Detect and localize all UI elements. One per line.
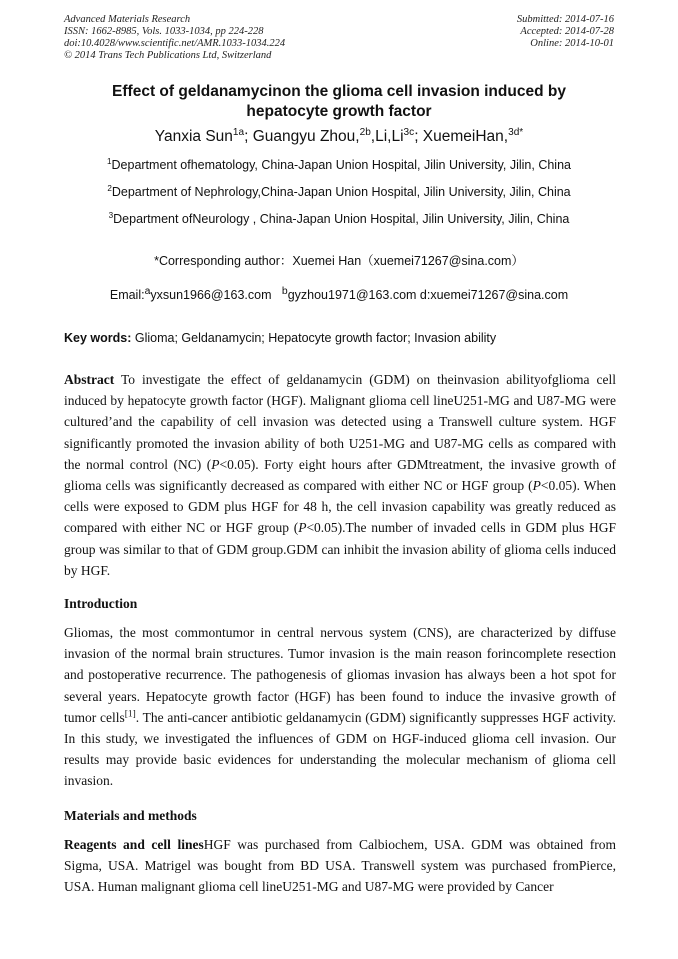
abstract: Abstract To investigate the effect of geldanamycin (GDM) on theinvasion abilityofglioma cell induced by hepatocyte growth factor (HGF). Malignant glioma cell lineU251-MG and U87-MG were cultured’and the capability of cell invasion was detected using a Transwell culture system. HGF significantly promoted the invasion ability of both U251-MG and U87-MG cells as compared with the normal control (NC) (P<0.05). Forty eight hours after GDMtreatment, the invasive growth of glioma cells was significantly decreased as compared with either NC or HGF group (P<0.05). When cells were exposed to GDM plus HGF for 48 h, the cell invasion capability was greatly reduced as compared with either NC or HGF group (P<0.05).The number of invaded cells in GDM plus HGF group was similar to that of GDM group.GDM can inhibit the invasion ability of glioma cells induced by HGF. — [64, 372, 616, 578]
submitted-date: Submitted: 2014-07-16 — [516, 14, 614, 25]
affiliation-2: $^2$Department of Nephrology,China-Japan Union Hospital, Jilin University, Jilin, China — [107, 183, 571, 199]
reagents-subheading: Reagents and cell lines — [64, 837, 204, 852]
author-list: Yanxia Sun$^{1a}$; Guangyu $Zhou,^{2b},Li,Li^{3c}$; XuemeiHan,$^{3d*}$ — [154, 126, 524, 145]
email-line: Email:$^a$yxsun1966@163.com $^b$gyzhou1971@163.com d:xuemei71267@sina.com — [109, 285, 569, 302]
dates-header — [517, 14, 614, 50]
journal-header — [64, 14, 285, 62]
journal-issn: ISSN: 1662-8985, Vols. 1033-1034, pp 224-228 — [64, 26, 264, 37]
journal-doi: doi:10.4028/www.scientific.net/AMR.1033-1034.224 — [64, 38, 286, 49]
paper-title: Effect of geldanamycinon the glioma cell invasion induced by hepatocyte growth factor — [112, 83, 566, 120]
introduction-text: Gliomas, the most commontumor in central nervous system (CNS), are characterized by diffuse invasion of the normal brain structures. Tumor invasion is the main reason forincomplete resection and postoperative recurrence. The pathogenesis of gliomas invasion has always been a hot spot for several years. Hepatocyte growth factor (HGF) has been found to induce the invasive growth of tumor cells[1]. The anti-cancer antibiotic geldanamycin (GDM) significantly suppresses HGF activity. In this study, we investigated the influences of GDM on HGF-induced glioma cell invasion. Our results may provide basic evidences for understanding the molecular mechanism of glioma cell invasion. — [64, 625, 616, 789]
methods-text: Reagents and cell linesHGF was purchased from Calbiochem, USA. GDM was obtained from Sigma, USA. Matrigel was bought from BD USA. Transwell system was purchased fromPierce, USA. Human malignant glioma cell lineU251-MG and U87-MG were provided by Cancer — [64, 837, 616, 895]
journal-copyright: © 2014 Trans Tech Publications Ltd, Switzerland — [64, 50, 272, 61]
keywords-label: Key words: — [64, 331, 132, 345]
affiliation-3: $^3$Department ofNeurology , China-Japan Union Hospital, Jilin University, Jilin, China — [108, 210, 570, 226]
online-date: Online: 2014-10-01 — [530, 38, 614, 49]
abstract-label: Abstract — [64, 372, 115, 387]
methods-heading: Materials and methods — [64, 808, 197, 823]
keywords: Key words: Glioma; Geldanamycin; Hepatocyte growth factor; Invasion ability — [64, 331, 497, 345]
accepted-date: Accepted: 2014-07-28 — [520, 26, 614, 37]
journal-name: Advanced Materials Research — [64, 14, 191, 25]
introduction-heading: Introduction — [64, 596, 138, 611]
corresponding-author: *Corresponding author：Xuemei Han（xuemei71267@sina.com） — [154, 254, 524, 268]
affiliation-1: $^1$Department ofhematology, China-Japan Union Hospital, Jilin University, Jilin, China — [107, 156, 571, 172]
